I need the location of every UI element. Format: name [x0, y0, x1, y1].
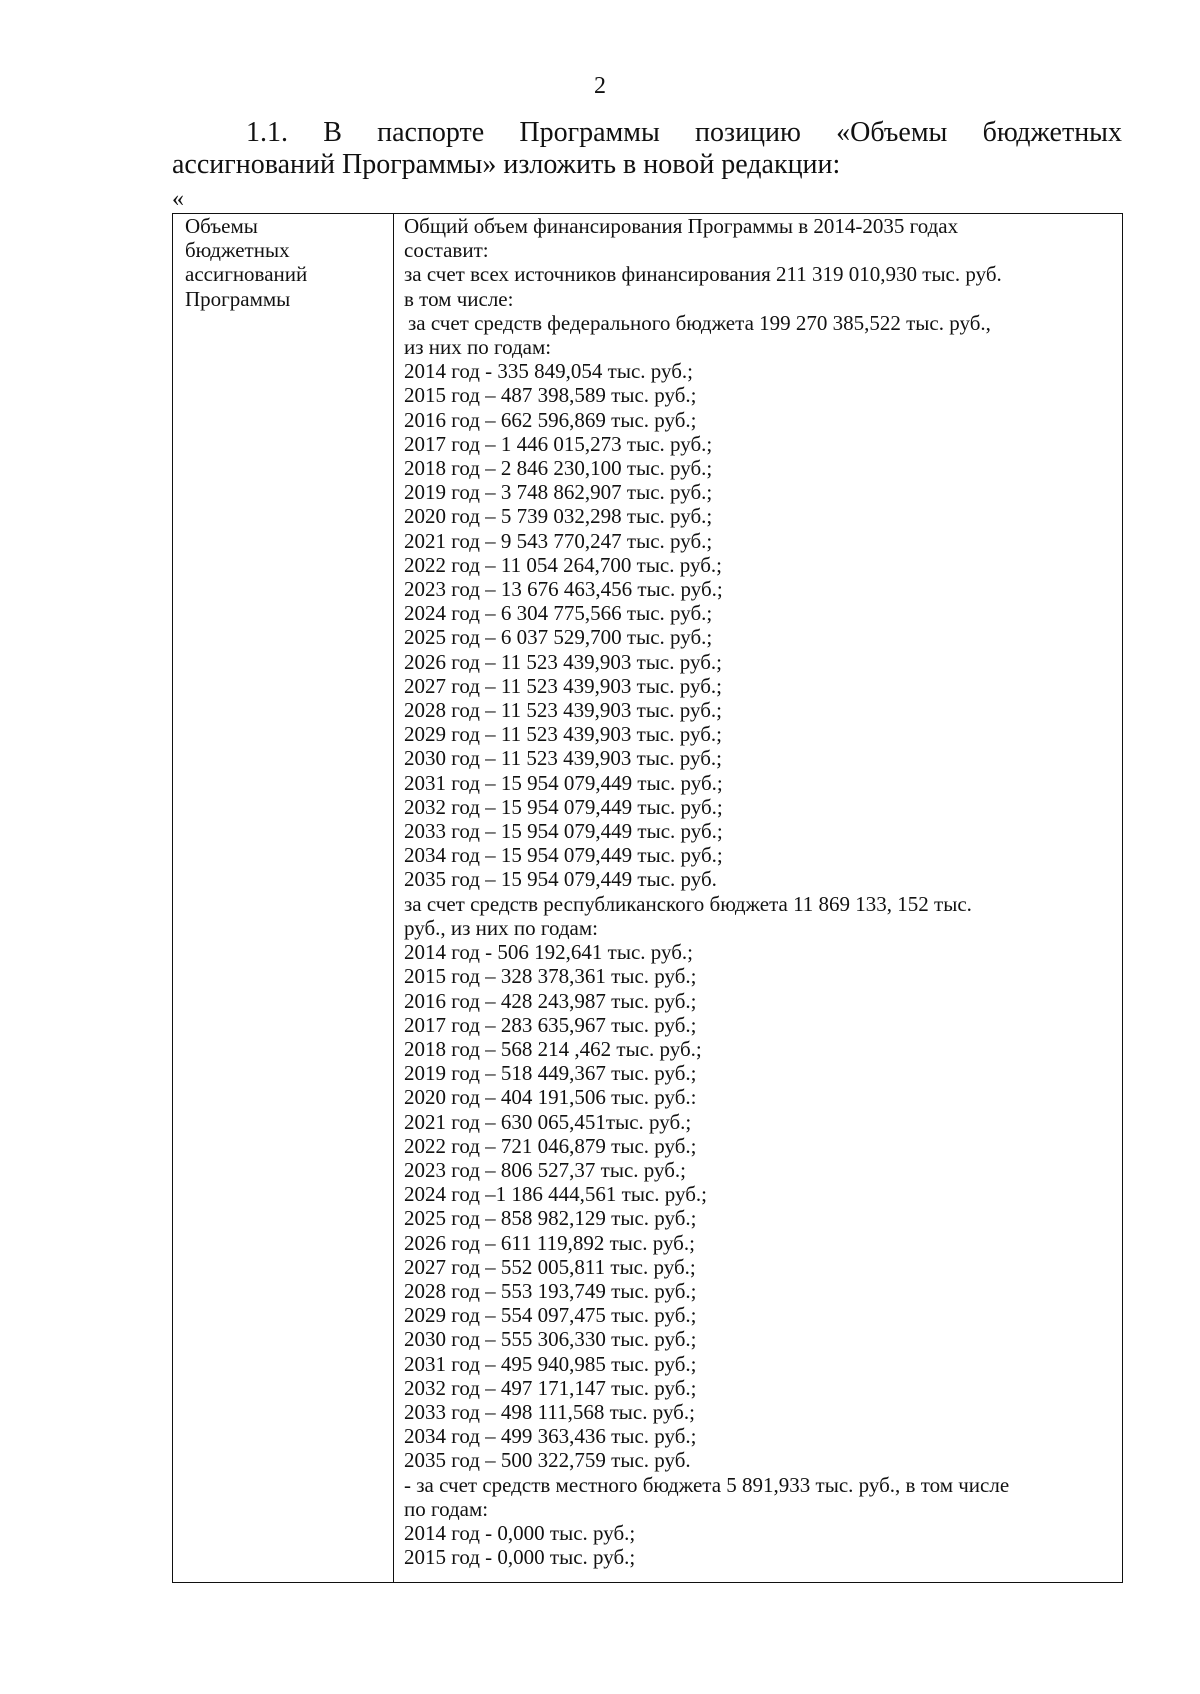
total-line: Общий объем финансирования Программы в 2014-2035 годах [404, 214, 959, 238]
federal-year-row: 2028 год – 11 523 439,903 тыс. руб.; [404, 698, 722, 723]
label-column [173, 214, 394, 1582]
federal-year-row: 2021 год – 9 543 770,247 тыс. руб.; [404, 528, 713, 553]
federal-year-row: 2025 год – 6 037 529,700 тыс. руб.; [404, 625, 713, 650]
federal-year-row: 2030 год – 11 523 439,903 тыс. руб.; [404, 746, 722, 771]
republic-year-row: 2030 год – 555 306,330 тыс. руб.; [404, 1327, 697, 1352]
content-column [394, 214, 1122, 1582]
republic-year-row: 2034 год – 499 363,436 тыс. руб.; [404, 1424, 697, 1449]
local-heading: - за счет средств местного бюджета 5 891,933 тыс. руб., в том числе [404, 1472, 1010, 1497]
federal-year-row: 2029 год – 11 523 439,903 тыс. руб.; [404, 722, 722, 747]
federal-year-row: 2024 год – 6 304 775,566 тыс. руб.; [404, 601, 713, 626]
federal-year-row: 2015 год – 487 398,589 тыс. руб.; [404, 383, 697, 408]
republic-year-row: 2035 год – 500 322,759 тыс. руб. [404, 1448, 691, 1473]
republic-year-row: 2028 год – 553 193,749 тыс. руб.; [404, 1278, 697, 1303]
total-line: за счет всех источников финансирования 211 319 010,930 тыс. руб. [404, 262, 1002, 287]
total-line: составит: [404, 238, 489, 263]
intro-line-1: 1.1. В паспорте Программы позицию «Объемы бюджетных [246, 117, 1122, 148]
federal-heading: за счет средств федерального бюджета 199 270 385,522 тыс. руб., [408, 310, 991, 335]
page-number: 2 [594, 73, 606, 99]
label-line: Объемы [185, 214, 258, 238]
republic-subheading: руб., из них по годам: [404, 915, 598, 940]
republic-year-row: 2019 год – 518 449,367 тыс. руб.; [404, 1061, 697, 1086]
republic-year-row: 2021 год – 630 065,451тыс. руб.; [404, 1109, 692, 1134]
republic-year-row: 2024 год –1 186 444,561 тыс. руб.; [404, 1182, 707, 1207]
republic-year-row: 2026 год – 611 119,892 тыс. руб.; [404, 1230, 695, 1255]
republic-year-row: 2029 год – 554 097,475 тыс. руб.; [404, 1303, 697, 1328]
federal-year-row: 2031 год – 15 954 079,449 тыс. руб.; [404, 770, 723, 795]
federal-year-row: 2019 год – 3 748 862,907 тыс. руб.; [404, 480, 713, 505]
federal-year-row: 2017 год – 1 446 015,273 тыс. руб.; [404, 431, 713, 456]
republic-year-row: 2015 год – 328 378,361 тыс. руб.; [404, 964, 697, 989]
republic-year-row: 2018 год – 568 214 ,462 тыс. руб.; [404, 1036, 702, 1061]
intro-line-2: ассигнований Программы» изложить в новой редакции: [172, 149, 841, 180]
passport-table [172, 213, 1123, 1583]
label-line: ассигнований [185, 262, 308, 287]
federal-year-row: 2032 год – 15 954 079,449 тыс. руб.; [404, 794, 723, 819]
federal-subheading: из них по годам: [404, 335, 552, 360]
republic-heading: за счет средств республиканского бюджета 11 869 133, 152 тыс. [404, 891, 972, 916]
federal-year-row: 2035 год – 15 954 079,449 тыс. руб. [404, 867, 717, 892]
local-subheading: по годам: [404, 1496, 489, 1521]
federal-year-row: 2027 год – 11 523 439,903 тыс. руб.; [404, 673, 722, 698]
republic-year-row: 2016 год – 428 243,987 тыс. руб.; [404, 988, 697, 1013]
republic-year-row: 2032 год – 497 171,147 тыс. руб.; [404, 1375, 697, 1400]
republic-year-row: 2033 год – 498 111,568 тыс. руб.; [404, 1399, 695, 1424]
intro-paragraph [172, 117, 1122, 181]
local-year-row: 2015 год - 0,000 тыс. руб.; [404, 1545, 636, 1570]
republic-year-row: 2014 год - 506 192,641 тыс. руб.; [404, 940, 693, 965]
federal-year-row: 2023 год – 13 676 463,456 тыс. руб.; [404, 577, 723, 602]
label-line: бюджетных [185, 238, 290, 263]
republic-year-row: 2017 год – 283 635,967 тыс. руб.; [404, 1012, 697, 1037]
federal-year-row: 2020 год – 5 739 032,298 тыс. руб.; [404, 504, 713, 529]
federal-year-row: 2034 год – 15 954 079,449 тыс. руб.; [404, 843, 723, 868]
republic-year-row: 2022 год – 721 046,879 тыс. руб.; [404, 1133, 697, 1158]
opening-quote: « [172, 186, 184, 212]
republic-year-row: 2025 год – 858 982,129 тыс. руб.; [404, 1206, 697, 1231]
federal-year-row: 2016 год – 662 596,869 тыс. руб.; [404, 407, 697, 432]
label-line: Программы [185, 286, 291, 311]
federal-year-row: 2018 год – 2 846 230,100 тыс. руб.; [404, 456, 713, 481]
local-year-row: 2014 год - 0,000 тыс. руб.; [404, 1520, 636, 1545]
total-line: в том числе: [404, 286, 514, 311]
federal-year-row: 2022 год – 11 054 264,700 тыс. руб.; [404, 552, 722, 577]
republic-year-row: 2031 год – 495 940,985 тыс. руб.; [404, 1351, 697, 1376]
federal-year-row: 2026 год – 11 523 439,903 тыс. руб.; [404, 649, 722, 674]
federal-year-row: 2033 год – 15 954 079,449 тыс. руб.; [404, 819, 723, 844]
republic-year-row: 2023 год – 806 527,37 тыс. руб.; [404, 1157, 686, 1182]
republic-year-row: 2020 год – 404 191,506 тыс. руб.: [404, 1085, 697, 1110]
federal-year-row: 2014 год - 335 849,054 тыс. руб.; [404, 359, 693, 384]
republic-year-row: 2027 год – 552 005,811 тыс. руб.; [404, 1254, 696, 1279]
